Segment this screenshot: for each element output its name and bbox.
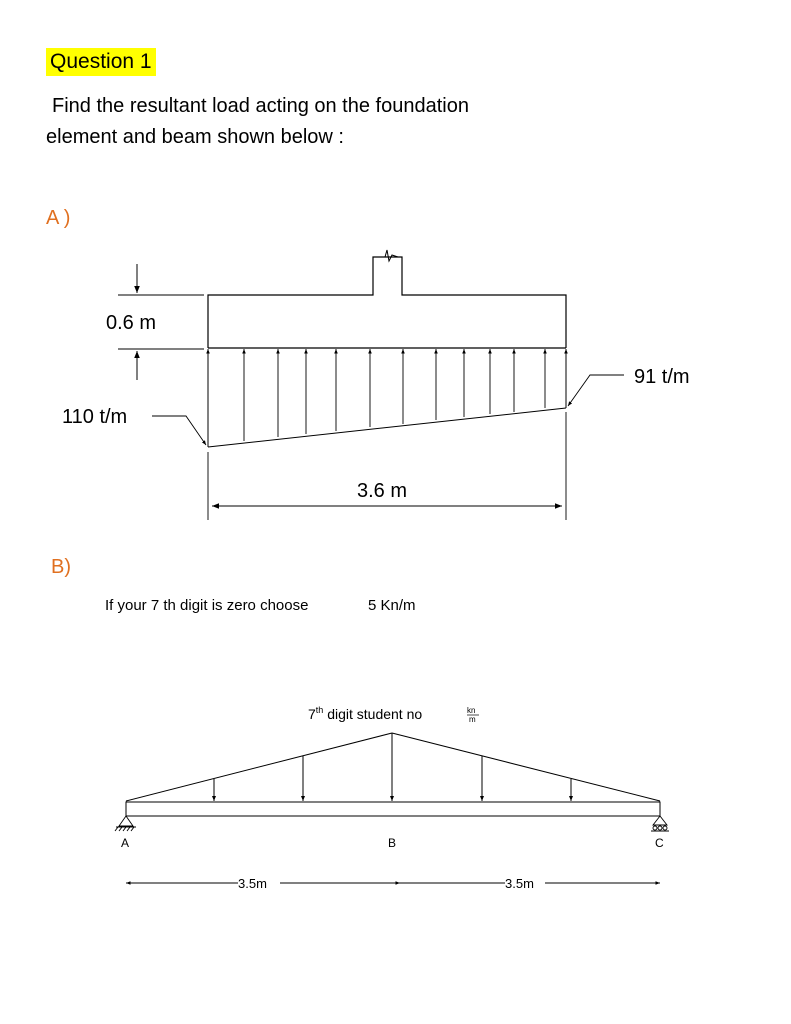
beam: [126, 802, 660, 816]
instruction-line-2: element and beam shown below :: [46, 126, 344, 148]
foundation-diagram: [62, 250, 690, 520]
support-c-label: C: [655, 836, 664, 850]
beam-load-unit-den: m: [469, 715, 476, 724]
beam-diagram: [115, 705, 669, 891]
span-right-label: 3.5m: [505, 876, 534, 891]
beam-load-unit-num: kn: [467, 706, 476, 715]
support-a-label: A: [121, 836, 130, 850]
load-slope-right: [392, 733, 660, 801]
point-b-label: B: [388, 836, 397, 850]
question-title: Question 1: [46, 48, 156, 76]
footing-outline: [208, 257, 566, 348]
left-load-leader: [152, 416, 206, 445]
pin-support-a: [115, 816, 136, 831]
pressure-arrows: [208, 349, 566, 445]
instruction-line-1: Find the resultant load acting on the foundation: [52, 95, 469, 117]
part-a-label: A ): [46, 207, 71, 229]
pressure-bottom-edge: [208, 408, 566, 447]
part-b-label: B): [51, 556, 71, 578]
part-b-note: If your 7 th digit is zero choose: [105, 597, 309, 614]
height-label: 0.6 m: [106, 312, 157, 334]
left-load-label: 110 t/m: [62, 406, 128, 428]
span-left-label: 3.5m: [238, 876, 267, 891]
load-slope-left: [126, 733, 392, 801]
beam-load-arrows: [214, 733, 571, 801]
column-break-mark: [379, 250, 398, 261]
span-label: 3.6 m: [357, 480, 408, 502]
roller-support-c: [651, 816, 669, 831]
beam-load-label: 7th digit student no: [308, 705, 423, 722]
right-load-leader: [568, 375, 624, 406]
part-b-note-value: 5 Kn/m: [368, 597, 416, 614]
right-load-label: 91 t/m: [634, 366, 690, 388]
